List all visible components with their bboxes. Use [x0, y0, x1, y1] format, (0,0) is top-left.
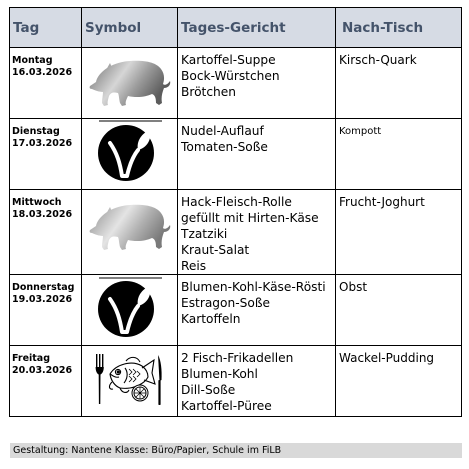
dish-line: Blumen-Kohl — [181, 367, 258, 381]
dish-line: Kraut-Salat — [181, 243, 250, 257]
fish-icon — [109, 357, 155, 392]
dessert-text: Wackel-Pudding — [339, 351, 435, 365]
vegetarian-icon — [82, 119, 177, 189]
dish-line: Hack-Fleisch-Rolle — [181, 195, 292, 209]
dish-line: Reis — [181, 259, 207, 273]
dessert-text: Kirsch-Quark — [339, 53, 417, 67]
header-row — [10, 8, 462, 48]
day-date: 19.03.2026 — [12, 294, 73, 305]
dessert-cell — [336, 48, 462, 119]
header-gericht: Tages-Gericht — [178, 8, 336, 48]
menu-table — [9, 7, 462, 417]
dish-line: gefüllt mit Hirten-Käse — [181, 211, 319, 225]
knife-icon — [158, 355, 162, 405]
day-date: 18.03.2026 — [12, 209, 73, 220]
day-date: 17.03.2026 — [12, 138, 73, 149]
day-cell — [10, 190, 82, 275]
dish-line: Tomaten-Soße — [181, 140, 268, 154]
dish-cell — [178, 346, 336, 417]
header-symbol: Symbol — [82, 8, 178, 48]
dessert-cell — [336, 275, 462, 346]
table-row — [10, 119, 462, 190]
table-row — [10, 48, 462, 119]
day-name: Donnerstag — [12, 282, 75, 293]
fish-cutlery-icon — [82, 346, 177, 416]
symbol-cell — [82, 119, 178, 190]
pig-icon — [82, 190, 177, 260]
dish-cell — [178, 275, 336, 346]
dish-line: Kartoffel-Püree — [181, 399, 272, 413]
day-date: 16.03.2026 — [12, 67, 73, 78]
footer-credit: Gestaltung: Nantene Klasse: Büro/Papier, Schule im FiLB — [10, 443, 462, 458]
dish-cell — [178, 119, 336, 190]
day-cell — [10, 48, 82, 119]
day-name: Montag — [12, 55, 53, 66]
day-name: Dienstag — [12, 126, 60, 137]
table-row — [10, 275, 462, 346]
table-row — [10, 190, 462, 275]
dessert-cell — [336, 119, 462, 190]
day-name: Mittwoch — [12, 197, 62, 208]
dish-line: Nudel-Auflauf — [181, 124, 264, 138]
dish-cell — [178, 48, 336, 119]
day-cell — [10, 346, 82, 417]
dessert-text: Frucht-Joghurt — [339, 195, 425, 209]
symbol-cell — [82, 346, 178, 417]
day-cell — [10, 275, 82, 346]
symbol-cell — [82, 275, 178, 346]
day-date: 20.03.2026 — [12, 365, 73, 376]
day-name: Freitag — [12, 353, 51, 364]
dessert-text: Obst — [339, 280, 368, 294]
header-nachtisch: Nach-Tisch — [336, 8, 462, 48]
table-row — [10, 346, 462, 417]
dish-line: Blumen-Kohl-Käse-Rösti — [181, 280, 326, 294]
dish-line: Kartoffeln — [181, 312, 241, 326]
symbol-cell — [82, 190, 178, 275]
dish-line: Estragon-Soße — [181, 296, 270, 310]
dish-line: Tzatziki — [181, 227, 228, 241]
lemon-slice-icon — [132, 385, 148, 401]
vegetarian-icon — [82, 275, 177, 345]
dish-line: Brötchen — [181, 85, 236, 99]
dessert-cell — [336, 190, 462, 275]
symbol-cell — [82, 48, 178, 119]
day-cell — [10, 119, 82, 190]
dish-cell — [178, 190, 336, 275]
dish-line: 2 Fisch-Frikadellen — [181, 351, 294, 365]
pig-icon — [82, 48, 177, 118]
dessert-text: Kompott — [339, 126, 382, 137]
dish-line: Dill-Soße — [181, 383, 236, 397]
header-tag: Tag — [10, 8, 82, 48]
dish-line: Bock-Würstchen — [181, 69, 280, 83]
fork-icon — [96, 354, 104, 404]
dessert-cell — [336, 346, 462, 417]
dish-line: Kartoffel-Suppe — [181, 53, 276, 67]
